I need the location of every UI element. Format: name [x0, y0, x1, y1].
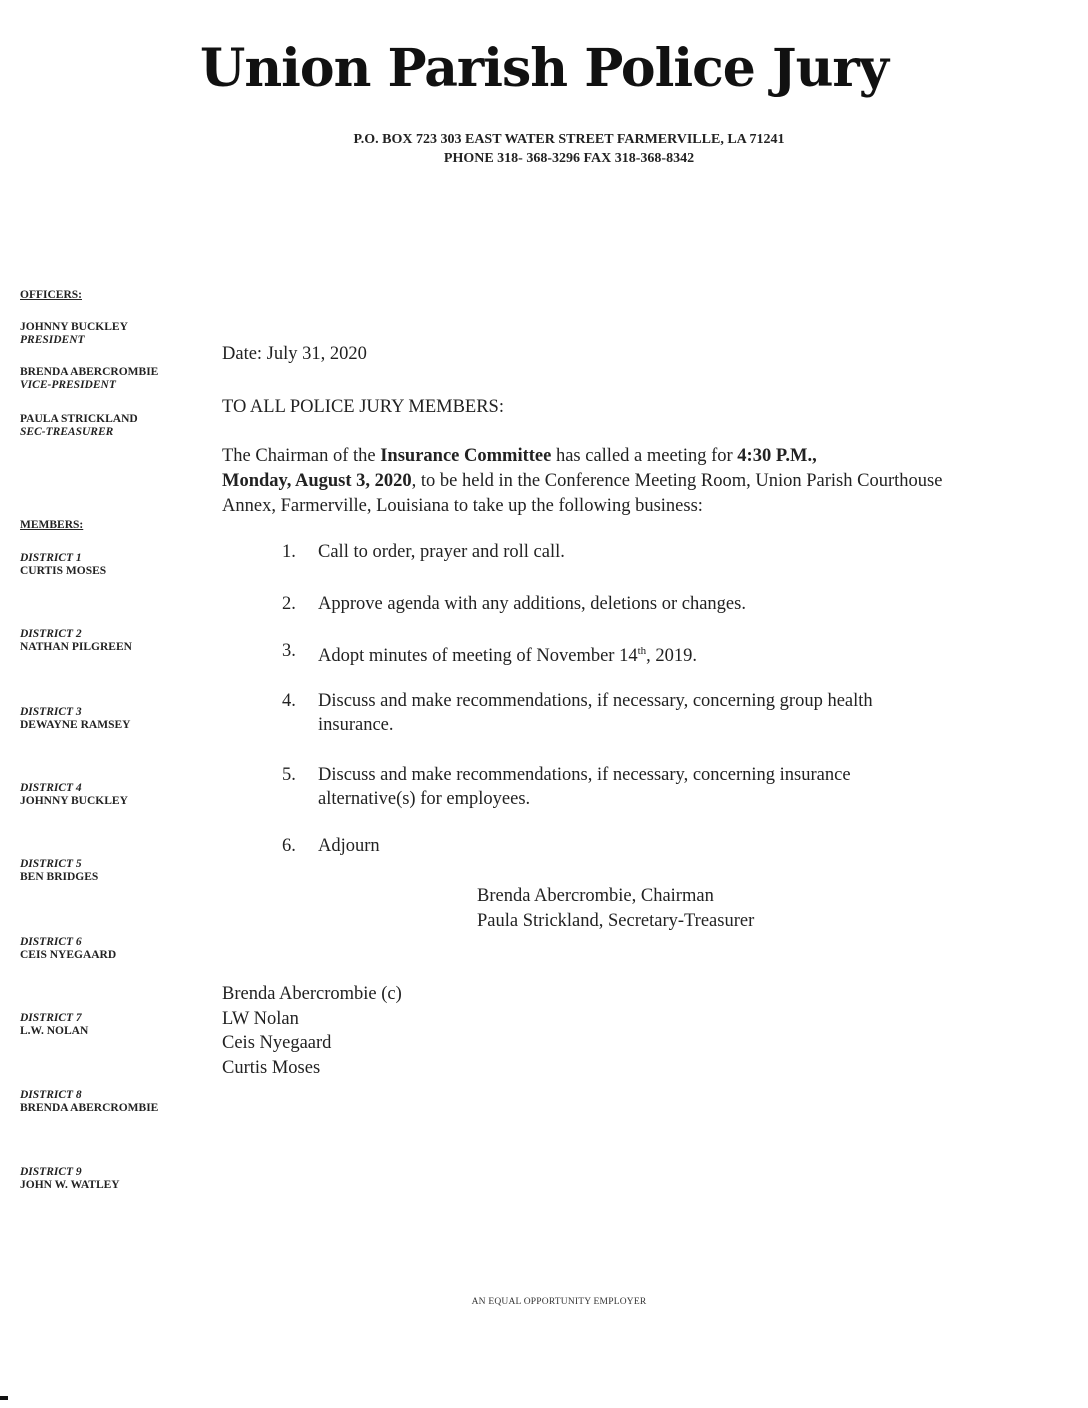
agenda-item — [282, 834, 958, 858]
agenda-number: 1. — [282, 542, 296, 562]
ordinal-suffix: th — [637, 645, 647, 657]
member-name: CEIS NYEGAARD — [20, 949, 117, 961]
district-label: DISTRICT 3 — [20, 706, 82, 718]
member-district-5 — [20, 858, 98, 884]
district-label: DISTRICT 9 — [20, 1166, 82, 1178]
letter-date: Date: July 31, 2020 — [222, 344, 367, 364]
member-district-8 — [20, 1089, 158, 1115]
officer-name: JOHNNY BUCKLEY — [20, 321, 128, 333]
member-district-2 — [20, 628, 132, 654]
district-label: DISTRICT 8 — [20, 1089, 82, 1101]
chairman-signature: Brenda Abercrombie, Chairman — [477, 886, 714, 906]
agenda-item — [282, 689, 918, 737]
officer-role: PRESIDENT — [20, 334, 85, 346]
agenda-number: 5. — [282, 765, 296, 785]
signature-block — [477, 884, 754, 934]
officer-vice-president — [20, 366, 158, 392]
member-district-3 — [20, 706, 130, 732]
intro-text: The Chairman of the — [222, 446, 381, 466]
district-label: DISTRICT 7 — [20, 1012, 82, 1024]
district-label: DISTRICT 6 — [20, 936, 82, 948]
officer-role: VICE-PRESIDENT — [20, 379, 116, 391]
member-district-4 — [20, 782, 128, 808]
member-name: JOHNNY BUCKLEY — [20, 795, 128, 807]
scan-mark — [0, 1396, 8, 1400]
officer-role: SEC-TREASURER — [20, 426, 114, 438]
committee-member: Brenda Abercrombie (c) — [222, 984, 402, 1004]
agenda-item — [282, 540, 958, 564]
district-label: DISTRICT 1 — [20, 552, 82, 564]
agenda-text: Call to order, prayer and roll call. — [318, 542, 565, 562]
agenda-text: Discuss and make recommendations, if necessary, concerning group health insurance. — [318, 691, 873, 735]
district-label: DISTRICT 2 — [20, 628, 82, 640]
member-name: BRENDA ABERCROMBIE — [20, 1102, 159, 1114]
member-name: JOHN W. WATLEY — [20, 1179, 120, 1191]
officer-sec-treasurer — [20, 413, 138, 439]
agenda-text-part: , 2019. — [646, 646, 698, 667]
committee-member: Ceis Nyegaard — [222, 1033, 332, 1053]
member-name: CURTIS MOSES — [20, 565, 107, 577]
agenda-text: Approve agenda with any additions, deletions or changes. — [318, 594, 746, 614]
agenda-item — [282, 639, 958, 668]
intro-text: , to be held in the Conference Meeting Room, Union Parish Courthouse Annex, Farmerville, Louisiana to take up the following business: — [222, 471, 943, 516]
member-district-9 — [20, 1166, 120, 1192]
officer-name: PAULA STRICKLAND — [20, 413, 138, 425]
agenda-text — [318, 639, 958, 668]
member-name: DEWAYNE RAMSEY — [20, 719, 131, 731]
phone-fax-line: PHONE 318- 368-3296 FAX 318-368-8342 — [443, 151, 695, 166]
agenda-item — [282, 763, 948, 811]
officers-heading: OFFICERS: — [20, 289, 82, 301]
agenda-item — [282, 592, 958, 616]
member-district-7 — [20, 1012, 88, 1038]
member-district-6 — [20, 936, 116, 962]
meeting-date: Monday, August 3, 2020 — [222, 471, 412, 491]
agenda-number: 3. — [282, 641, 296, 661]
member-name: L.W. NOLAN — [20, 1025, 89, 1037]
member-district-1 — [20, 552, 106, 578]
meeting-notice-paragraph — [222, 444, 982, 519]
salutation: TO ALL POLICE JURY MEMBERS: — [222, 397, 504, 417]
organization-title: Union Parish Police Jury — [199, 38, 888, 99]
intro-text: has called a meeting for — [551, 446, 738, 466]
committee-member: Curtis Moses — [222, 1057, 321, 1078]
agenda-number: 2. — [282, 594, 296, 614]
district-label: DISTRICT 4 — [20, 782, 82, 794]
agenda-text: Adjourn — [318, 836, 380, 856]
agenda-text-part: Adopt minutes of meeting of November 14 — [318, 646, 638, 667]
meeting-time: 4:30 P.M., — [737, 446, 817, 466]
officer-name: BRENDA ABERCROMBIE — [20, 366, 159, 378]
secretary-signature: Paula Strickland, Secretary-Treasurer — [477, 911, 755, 931]
agenda-number: 6. — [282, 836, 296, 856]
member-name: BEN BRIDGES — [20, 871, 99, 883]
district-label: DISTRICT 5 — [20, 858, 82, 870]
member-name: NATHAN PILGREEN — [20, 641, 132, 653]
officer-president — [20, 321, 128, 347]
agenda-number: 4. — [282, 691, 296, 711]
members-heading: MEMBERS: — [20, 519, 84, 531]
agenda-text: Discuss and make recommendations, if necessary, concerning insurance alternative(s) for employees. — [318, 765, 851, 809]
footer-eoe: AN EQUAL OPPORTUNITY EMPLOYER — [471, 1297, 647, 1307]
committee-name: Insurance Committee — [380, 446, 552, 466]
address-line: P.O. BOX 723 303 EAST WATER STREET FARMERVILLE, LA 71241 — [353, 132, 785, 147]
committee-member-list — [222, 982, 402, 1080]
committee-member: LW Nolan — [222, 1008, 299, 1029]
